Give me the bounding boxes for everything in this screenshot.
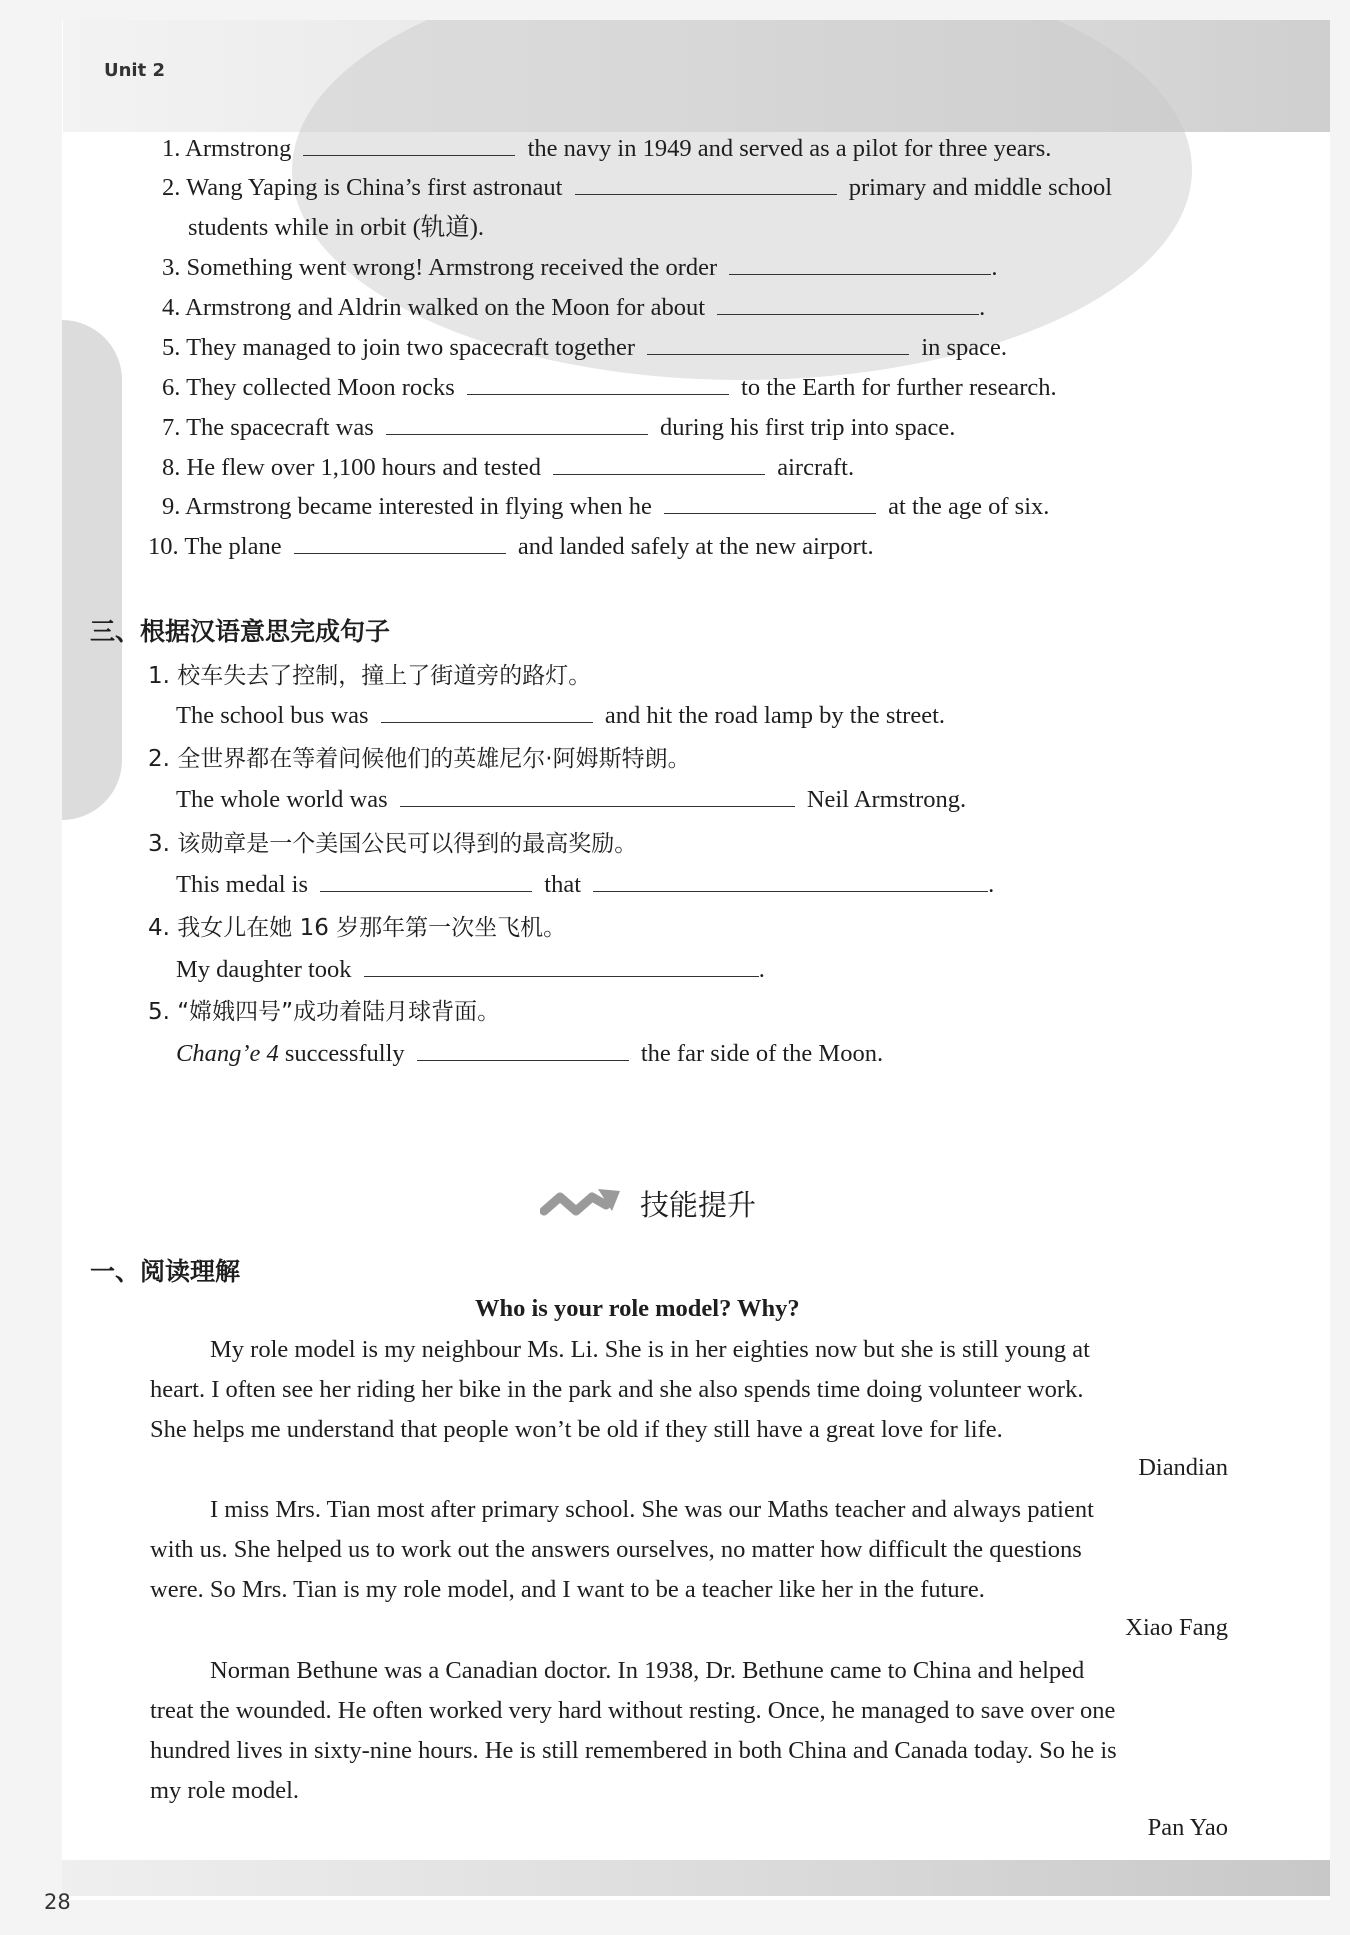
answer-blank[interactable] xyxy=(664,491,876,514)
skills-section-title xyxy=(540,1183,756,1224)
passage-title: Who is your role model? Why? xyxy=(475,1295,800,1322)
answer-blank[interactable] xyxy=(467,372,729,395)
answer-blank[interactable] xyxy=(647,332,909,355)
list-item-continuation: students while in orbit (轨道). xyxy=(188,214,485,241)
answer-blank[interactable] xyxy=(400,784,795,807)
author-name: Pan Yao xyxy=(1147,1814,1228,1841)
answer-blank[interactable] xyxy=(303,133,515,156)
side-decoration xyxy=(62,320,122,820)
answer-blank[interactable] xyxy=(294,531,506,554)
list-item: 1. Armstrong the navy in 1949 and served as a pilot for three years. xyxy=(162,135,1052,162)
english-sentence: My daughter took . xyxy=(176,956,765,983)
unit-label: Unit 2 xyxy=(104,60,165,81)
list-item: 9. Armstrong became interested in flying when he at the age of six. xyxy=(162,493,1050,520)
skills-title-text: 技能提升 xyxy=(640,1188,757,1222)
page-number: 28 xyxy=(44,1890,71,1914)
chinese-prompt: 1. 校车失去了控制，撞上了街道旁的路灯。 xyxy=(148,663,592,689)
author-name: Diandian xyxy=(1138,1454,1228,1481)
answer-blank[interactable] xyxy=(364,954,759,977)
answer-blank[interactable] xyxy=(386,412,648,435)
answer-blank[interactable] xyxy=(553,452,765,475)
author-name: Xiao Fang xyxy=(1125,1614,1228,1641)
exercise-3-heading: 三、根据汉语意思完成句子 xyxy=(90,617,391,646)
list-item: 3. Something went wrong! Armstrong received the order . xyxy=(162,254,998,281)
english-sentence: The whole world was Neil Armstrong. xyxy=(176,786,967,813)
chinese-prompt: 3. 该勋章是一个美国公民可以得到的最高奖励。 xyxy=(148,831,638,857)
chinese-prompt: 2. 全世界都在等着问候他们的英雄尼尔·阿姆斯特朗。 xyxy=(148,746,691,772)
answer-blank[interactable] xyxy=(417,1038,629,1061)
list-item: 2. Wang Yaping is China’s first astronaut primary and middle school xyxy=(162,174,1113,201)
footer-band xyxy=(62,1860,1330,1896)
reading-heading: 一、阅读理解 xyxy=(90,1257,241,1286)
list-item: 7. The spacecraft was during his first trip into space. xyxy=(162,414,956,441)
chinese-prompt: 4. 我女儿在她 16 岁那年第一次坐飞机。 xyxy=(148,915,567,941)
list-item: 8. He flew over 1,100 hours and tested aircraft. xyxy=(162,454,855,481)
chinese-prompt: 5. “嫦娥四号”成功着陆月球背面。 xyxy=(148,999,501,1025)
answer-blank[interactable] xyxy=(729,252,991,275)
list-item: 6. They collected Moon rocks to the Earth for further research. xyxy=(162,374,1057,401)
answer-blank[interactable] xyxy=(320,869,532,892)
answer-blank[interactable] xyxy=(381,700,593,723)
answer-blank[interactable] xyxy=(717,292,979,315)
list-item: 4. Armstrong and Aldrin walked on the Moon for about . xyxy=(162,294,986,321)
english-sentence: Chang’e 4 successfully the far side of the Moon. xyxy=(176,1040,884,1067)
trend-arrow-icon xyxy=(540,1185,622,1223)
english-sentence: The school bus was and hit the road lamp by the street. xyxy=(176,702,946,729)
answer-blank[interactable] xyxy=(575,172,837,195)
list-item: 5. They managed to join two spacecraft together in space. xyxy=(162,334,1008,361)
list-item: 10. The plane and landed safely at the new airport. xyxy=(148,533,874,560)
english-sentence: This medal is that . xyxy=(176,871,995,898)
answer-blank[interactable] xyxy=(593,869,988,892)
